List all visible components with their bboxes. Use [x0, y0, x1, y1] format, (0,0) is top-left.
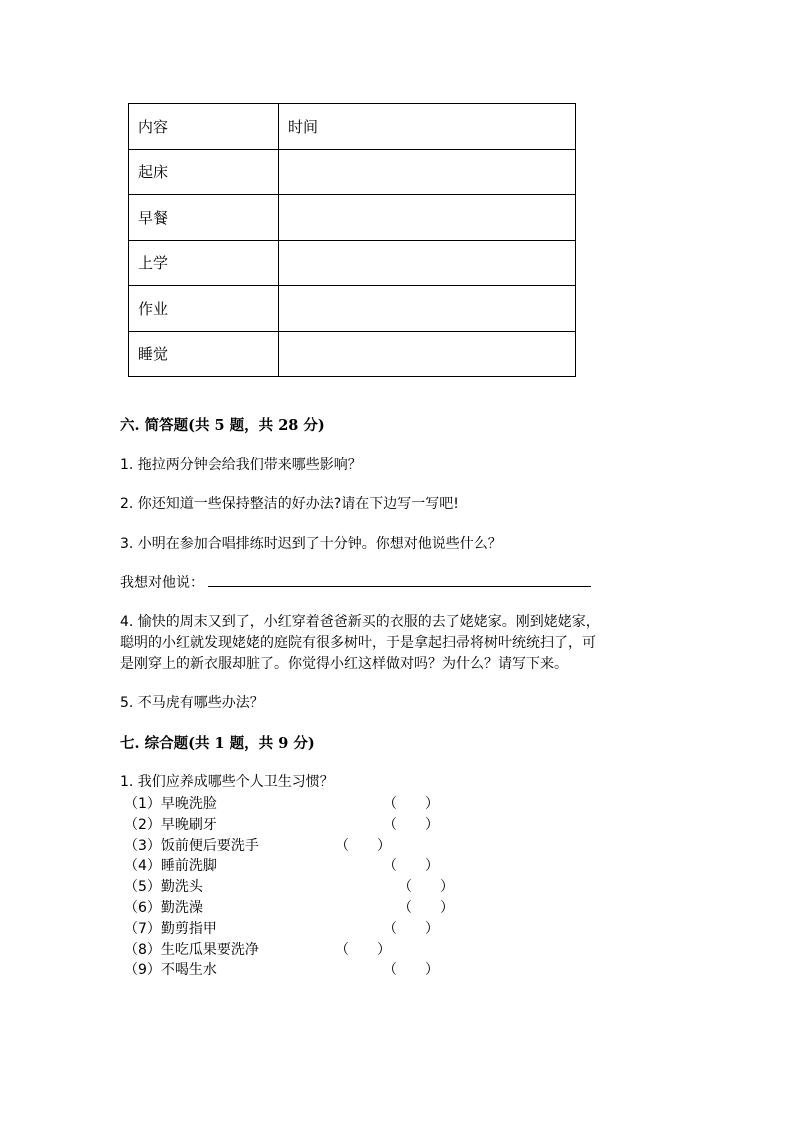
time-cell[interactable] — [279, 195, 576, 241]
question-4-line: 4. 愉快的周末又到了，小红穿着爸爸新买的衣服的去了姥姥家。刚到姥姥家， — [120, 614, 600, 630]
row-label: 起床 — [129, 149, 279, 195]
header-cell-time: 时间 — [279, 104, 576, 150]
answer-parentheses[interactable]: （ ） — [398, 899, 454, 916]
habit-label: （9）不喝生水 — [124, 962, 217, 979]
section6-question-4 — [120, 612, 660, 675]
table-row — [129, 331, 576, 377]
answer-parentheses[interactable]: （ ） — [335, 941, 391, 958]
habit-label: （1）早晚洗脸 — [124, 796, 217, 812]
question-4-line: 聪明的小红就发现姥姥的庭院有很多树叶，于是拿起扫帚将树叶统统扫了，可 — [120, 635, 596, 651]
answer-parentheses[interactable]: （ ） — [383, 796, 439, 812]
table-row — [129, 149, 576, 195]
section7-question-1: 1. 我们应养成哪些个人卫生习惯？ — [120, 774, 334, 790]
answer-parentheses[interactable]: （ ） — [335, 837, 391, 854]
answer-parentheses[interactable]: （ ） — [383, 920, 439, 937]
schedule-table — [128, 103, 576, 377]
section6-heading: 六. 简答题(共 5 题，共 28 分) — [120, 417, 325, 434]
answer-parentheses[interactable]: （ ） — [383, 858, 439, 875]
header-cell-content: 内容 — [129, 104, 279, 150]
habit-label: （5）勤洗头 — [124, 879, 203, 896]
table-row — [129, 286, 576, 332]
section6-question-5: 5. 不马虎有哪些办法？ — [120, 695, 264, 711]
section7-heading: 七. 综合题(共 1 题，共 9 分) — [120, 735, 315, 752]
table-header-row — [129, 104, 576, 150]
question-4-line: 是刚穿上的新衣服却脏了。你觉得小红这样做对吗？为什么？请写下来。 — [120, 656, 568, 672]
row-label: 睡觉 — [129, 331, 279, 377]
answer-parentheses[interactable]: （ ） — [383, 816, 439, 833]
time-cell[interactable] — [279, 149, 576, 195]
habit-label: （2）早晚刷牙 — [124, 816, 217, 833]
time-cell[interactable] — [279, 331, 576, 377]
table-row — [129, 195, 576, 241]
habit-label: （3）饭前便后要洗手 — [124, 837, 259, 854]
section6-question-1: 1. 拖拉两分钟会给我们带来哪些影响？ — [120, 457, 362, 473]
answer-parentheses[interactable]: （ ） — [383, 962, 439, 979]
row-label: 上学 — [129, 240, 279, 286]
answer-prompt-label: 我想对他说： — [120, 575, 204, 591]
row-label: 早餐 — [129, 195, 279, 241]
habit-label: （7）勤剪指甲 — [124, 920, 217, 937]
time-cell[interactable] — [279, 240, 576, 286]
habit-label: （8）生吃瓜果要洗净 — [124, 941, 259, 958]
answer-prompt-row — [120, 572, 591, 594]
section6-question-3: 3. 小明在参加合唱排练时迟到了十分钟。你想对他说些什么？ — [120, 536, 502, 552]
row-label: 作业 — [129, 286, 279, 332]
time-cell[interactable] — [279, 286, 576, 332]
section6-question-2: 2. 你还知道一些保持整洁的好办法?请在下边写一写吧! — [120, 496, 459, 512]
habit-label: （6）勤洗澡 — [124, 899, 203, 916]
table-row — [129, 240, 576, 286]
answer-line[interactable] — [208, 572, 591, 587]
habit-label: （4）睡前洗脚 — [124, 858, 217, 875]
answer-parentheses[interactable]: （ ） — [398, 879, 454, 896]
